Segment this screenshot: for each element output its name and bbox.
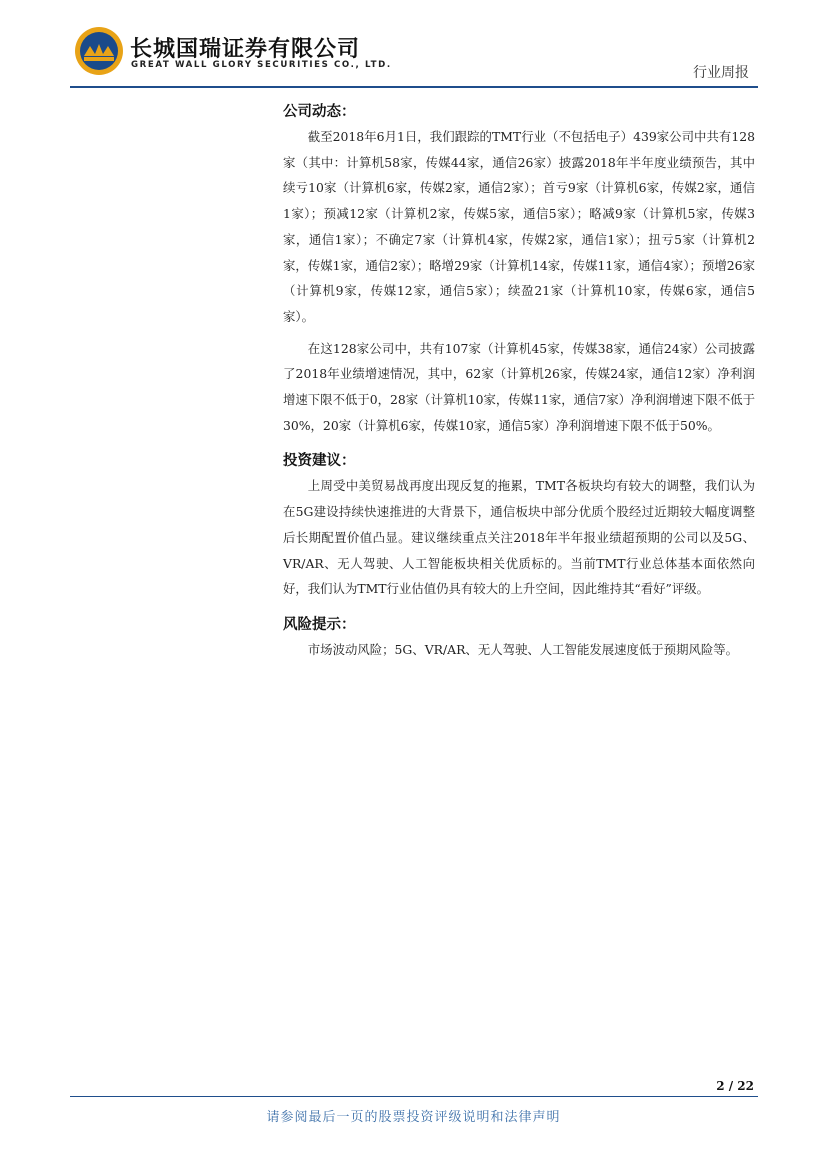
report-type-label: 行业周报	[693, 65, 749, 81]
paragraph: 在这128家公司中，共有107家（计算机45家，传媒38家，通信24家）公司披露了2018年业绩增速情况，其中，62家（计算机26家，传媒24家，通信12家）净利润增速下限不低于0，28家（计算机10家，传媒11家，通信7家）净利润增速下限不低于30%，20家（计算机6家，传媒10家，通信5家）净利润增速下限不低于50%。	[283, 340, 755, 433]
section-title-investment-advice: 投资建议：	[283, 453, 356, 470]
company-logo-icon	[74, 26, 124, 76]
section-title-company-news: 公司动态：	[283, 104, 356, 120]
report-body	[283, 100, 755, 663]
footer-divider	[70, 1096, 758, 1097]
page-number: 2 / 22	[716, 1079, 754, 1093]
footer-disclaimer: 请参阅最后一页的股票投资评级说明和法律声明	[266, 1110, 561, 1125]
paragraph: 上周受中美贸易战再度出现反复的拖累，TMT各板块均有较大的调整，我们认为在5G建设持续快速推进的大背景下，通信板块中部分优质个股经过近期较大幅度调整后长期配置价值凸显。建议继续重点关注2018年半年报业绩超预期的公司以及5G、VR/AR、无人驾驶、人工智能板块相关优质标的。当前TMT行业总体基本面依然向好，我们认为TMT行业估值仍具有较大的上升空间，因此维持其“看好”评级。	[283, 478, 755, 597]
paragraph: 市场波动风险；5G、VR/AR、无人驾驶、人工智能发展速度低于预期风险等。	[307, 641, 739, 657]
company-name-cn: 长城国瑞证券有限公司	[130, 37, 361, 62]
section-title-risk-warning: 风险提示：	[283, 616, 356, 633]
page-header	[0, 0, 827, 92]
company-name-en: GREAT WALL GLORY SECURITIES CO., LTD.	[131, 60, 392, 70]
header-divider	[70, 86, 758, 88]
paragraph: 截至2018年6月1日，我们跟踪的TMT行业（不包括电子）439家公司中共有128家（其中：计算机58家，传媒44家，通信26家）披露2018年半年度业绩预告，其中续亏10家（计算机6家，传媒2家，通信2家）；首亏9家（计算机6家，传媒2家，通信1家）；预减12家（计算机2家，传媒5家，通信5家）；略减9家（计算机5家，传媒3家，通信1家）；不确定7家（计算机4家，传媒2家，通信1家）；扭亏5家（计算机2家，传媒1家，通信2家）；略增29家（计算机14家，传媒11家，通信4家）；预增26家（计算机9家，传媒12家，通信5家）；续盈21家（计算机10家，传媒6家，通信5家）。	[283, 129, 755, 324]
